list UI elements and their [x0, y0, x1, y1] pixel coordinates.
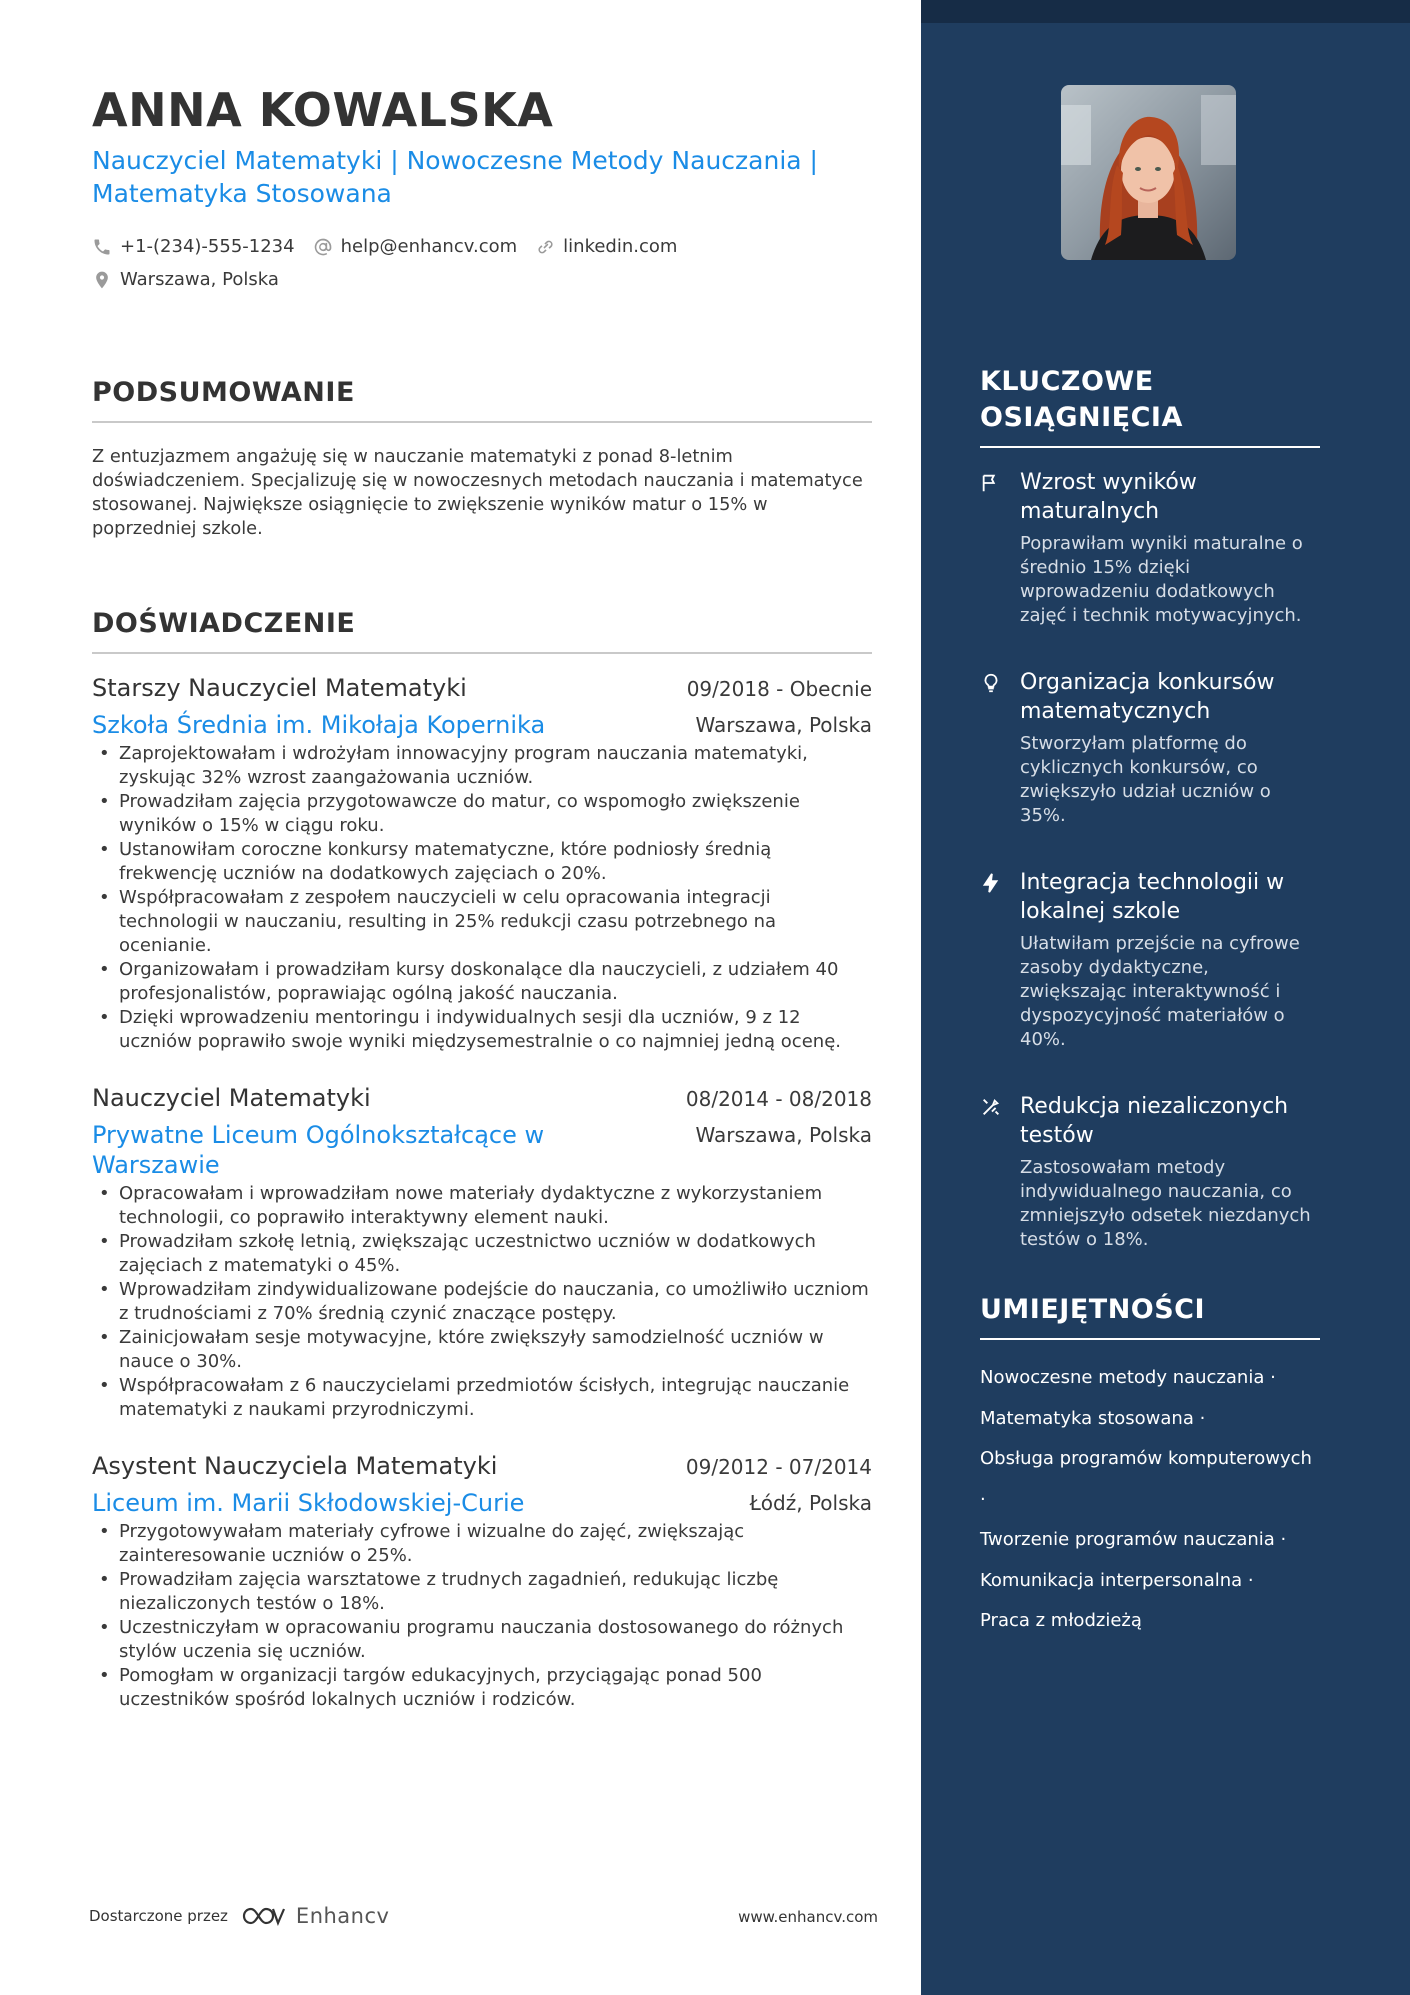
linkedin-text: linkedin.com: [563, 236, 678, 257]
summary-text: Z entuzjazmem angażuję się w nauczanie matematyki z ponad 8-letnim doświadczeniem. Specjalizuję się w nowoczesnych metodach nauczania i matematyce stosowanej. Największe osiągnięcie to zwiększenie wyników matur o 15% w poprzedniej szkole.: [92, 446, 863, 539]
bullet-item: • Opracowałam i wprowadziłam nowe materiały dydaktyczne z wykorzystaniem technologii, co poprawiło interaktywny element nauki.: [92, 1182, 872, 1230]
location-text: Warszawa, Polska: [120, 269, 279, 290]
bullet-item: • Prowadziłam szkołę letnią, zwiększając uczestnictwo uczniów w dodatkowych zajęciach z matematyki o 45%.: [92, 1230, 872, 1278]
bullet-item: • Zaprojektowałam i wdrożyłam innowacyjny program nauczania matematyki, zyskując 32% wzrost zaangażowania uczniów.: [92, 742, 872, 790]
achievement-description: Stworzyłam platformę do cyklicznych konkursów, co zwiększyło udział uczniów o 35%.: [1020, 733, 1271, 826]
achievement-title: Redukcja niezaliczonych testów: [1020, 1094, 1289, 1148]
sidebar-content: [980, 364, 1320, 1642]
job-entry: [92, 672, 872, 1054]
summary-section: [92, 376, 872, 541]
link-icon: [535, 237, 555, 257]
sidebar-top-band: [921, 0, 1410, 23]
achievement-description: Ułatwiłam przejście na cyfrowe zasoby dydaktyczne, zwiększając interaktywność i dyspozycyjność materiałów o 40%.: [1020, 933, 1300, 1050]
job-title: Starszy Nauczyciel Matematyki: [92, 674, 467, 702]
lightning-icon: [980, 872, 1002, 894]
job-dates: 08/2014 - 08/2018: [685, 1087, 872, 1111]
sidebar: [921, 0, 1410, 1995]
bullet-item: • Uczestniczyłam w opracowaniu programu nauczania dostosowanego do różnych stylów uczenia się uczniów.: [92, 1616, 872, 1664]
job-entry: [92, 1450, 872, 1712]
lightbulb-icon: [980, 672, 1002, 694]
experience-section: [92, 607, 872, 1712]
bullet-item: • Wprowadziłam zindywidualizowane podejście do nauczania, co umożliwiło uczniom z trudnościami z 70% średnią czynić znaczące postępy.: [92, 1278, 872, 1326]
skills-section: [980, 1292, 1320, 1642]
bullet-item: • Pomogłam w organizacji targów edukacyjnych, przyciągając ponad 500 uczestników spośród lokalnych uczniów i rodziców.: [92, 1664, 872, 1712]
profile-photo: [1061, 85, 1236, 260]
section-divider: [92, 421, 872, 423]
skill-item: Matematyka stosowana ·: [980, 1407, 1206, 1429]
candidate-name: ANNA KOWALSKA: [92, 83, 554, 137]
achievement-title: Organizacja konkursów matematycznych: [1020, 670, 1275, 724]
bullet-item: • Prowadziłam zajęcia warsztatowe z trudnych zagadnień, redukując liczbę niezaliczonych testów o 18%.: [92, 1568, 872, 1616]
section-divider: [980, 1338, 1320, 1340]
at-icon: [313, 237, 333, 257]
skill-item: Obsługa programów komputerowych ·: [980, 1448, 1312, 1510]
achievement-title: Integracja technologii w lokalnej szkole: [1020, 870, 1285, 924]
job-location: Łódź, Polska: [749, 1491, 872, 1515]
section-divider: [980, 446, 1320, 448]
phone-icon: [92, 237, 112, 257]
phone-text: +1-(234)-555-1234: [120, 236, 295, 257]
email-text: help@enhancv.com: [340, 236, 518, 257]
job-dates: 09/2012 - 07/2014: [685, 1455, 872, 1479]
bullet-item: • Dzięki wprowadzeniu mentoringu i indywidualnych sesji dla uczniów, 9 z 12 uczniów poprawiło swoje wyniki międzysemestralnie o co najmniej jedną ocenę.: [92, 1006, 872, 1054]
enhancv-brand-text: Enhancv: [295, 1904, 390, 1928]
company-name: Szkoła Średnia im. Mikołaja Kopernika: [92, 711, 546, 739]
achievement-item: [980, 1092, 1320, 1252]
footer-branding: [89, 1904, 389, 1928]
company-name: Prywatne Liceum Ogólnokształcące w Warszawie: [92, 1121, 545, 1179]
bullet-item: • Współpracowałam z zespołem nauczycieli w celu opracowania integracji technologii w nauczaniu, resulting in 25% redukcji czasu potrzebnego na ocenianie.: [92, 886, 872, 958]
skill-item: Tworzenie programów nauczania ·: [980, 1529, 1287, 1550]
bullet-item: • Organizowałam i prowadziłam kursy doskonalące dla nauczycieli, z udziałem 40 profesjonalistów, poprawiając ogólną jakość nauczania.: [92, 958, 872, 1006]
job-location: Warszawa, Polska: [695, 1123, 872, 1147]
location-pin-icon: [92, 270, 112, 290]
phone-contact[interactable]: [92, 236, 295, 257]
job-bullets: [92, 742, 872, 1054]
job-location: Warszawa, Polska: [695, 713, 872, 737]
skill-item: Komunikacja interpersonalna ·: [980, 1569, 1254, 1591]
portrait-image: [1061, 85, 1236, 260]
job-entry: [92, 1082, 872, 1422]
job-bullets: [92, 1520, 872, 1712]
job-bullets: [92, 1182, 872, 1422]
contact-info: [92, 230, 872, 296]
achievement-item: [980, 468, 1320, 628]
achievement-title: Wzrost wyników maturalnych: [1020, 470, 1197, 524]
company-name: Liceum im. Marii Skłodowskiej-Curie: [92, 1489, 525, 1517]
job-title: Nauczyciel Matematyki: [92, 1084, 371, 1112]
achievements-title: KLUCZOWE OSIĄGNIĘCIA: [980, 366, 1183, 433]
bullet-item: • Współpracowałam z 6 nauczycielami przedmiotów ścisłych, integrując nauczanie matematyki z naukami przyrodniczymi.: [92, 1374, 872, 1422]
achievements-section: [980, 364, 1320, 1252]
achievement-description: Zastosowałam metody indywidualnego nauczania, co zmniejszyło odsetek niezdanych testów o 18%.: [1020, 1157, 1311, 1250]
linkedin-contact[interactable]: [535, 236, 677, 257]
email-contact[interactable]: [313, 236, 518, 257]
bullet-item: • Ustanowiłam coroczne konkursy matematyczne, które podniosły średnią frekwencję uczniów na dodatkowych zajęciach o 20%.: [92, 838, 872, 886]
skill-item: Praca z młodzieżą: [980, 1610, 1142, 1631]
headline: Nauczyciel Matematyki | Nowoczesne Metody Nauczania | Matematyka Stosowana: [92, 146, 818, 208]
experience-title: DOŚWIADCZENIE: [92, 608, 356, 639]
enhancv-logo[interactable]: [240, 1904, 390, 1928]
main-column: [92, 84, 872, 1712]
enhancv-logo-icon: [240, 1904, 288, 1928]
location-contact: [92, 269, 279, 290]
section-divider: [92, 652, 872, 654]
achievement-description: Poprawiłam wyniki maturalne o średnio 15% dzięki wprowadzeniu dodatkowych zajęć i technik motywacyjnych.: [1020, 533, 1303, 626]
achievement-item: [980, 868, 1320, 1052]
skill-item: Nowoczesne metody nauczania ·: [980, 1367, 1276, 1388]
bullet-item: • Zainicjowałam sesje motywacyjne, które zwiększyły samodzielność uczniów w nauce o 30%.: [92, 1326, 872, 1374]
bullet-item: • Prowadziłam zajęcia przygotowawcze do matur, co wspomogło zwiększenie wyników o 15% w ciągu roku.: [92, 790, 872, 838]
skills-title: UMIEJĘTNOŚCI: [980, 1294, 1206, 1325]
tools-icon: [980, 1096, 1002, 1118]
footer-website[interactable]: www.enhancv.com: [738, 1908, 878, 1926]
powered-by-text: Dostarczone przez: [89, 1907, 228, 1925]
bullet-item: • Przygotowywałam materiały cyfrowe i wizualne do zajęć, zwiększając zainteresowanie uczniów o 25%.: [92, 1520, 872, 1568]
job-title: Asystent Nauczyciela Matematyki: [92, 1452, 498, 1480]
summary-title: PODSUMOWANIE: [92, 377, 355, 408]
achievement-item: [980, 668, 1320, 828]
flag-icon: [980, 472, 1002, 494]
job-dates: 09/2018 - Obecnie: [686, 677, 872, 701]
